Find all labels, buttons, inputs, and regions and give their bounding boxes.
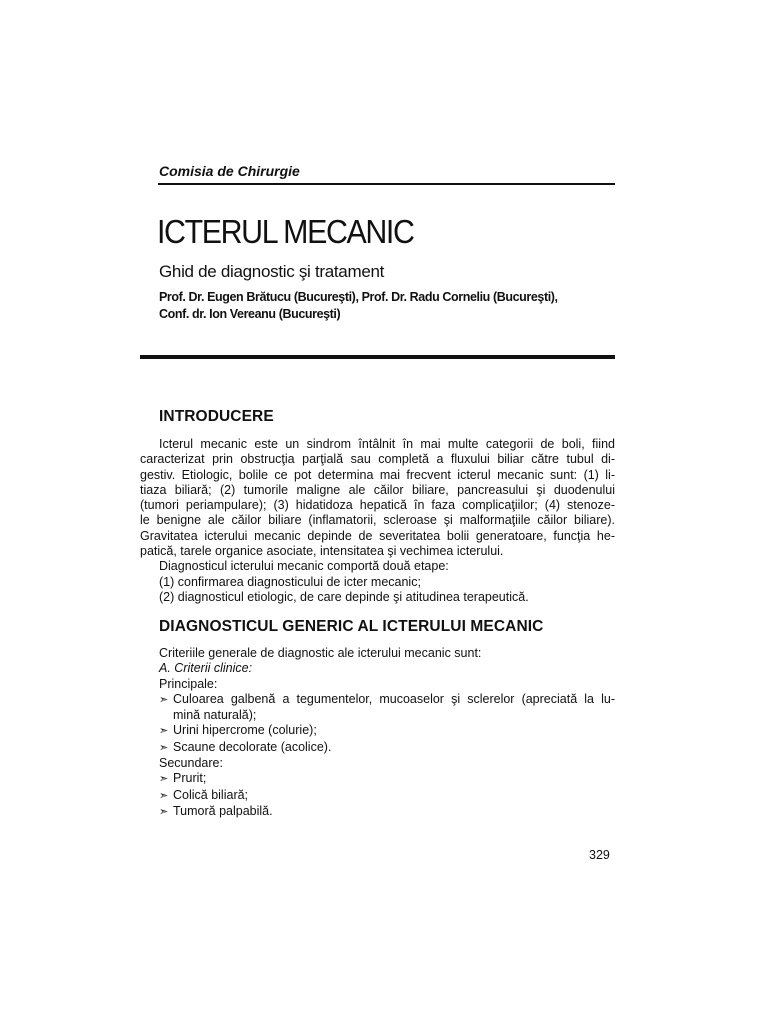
clinical-criteria-label: A. Criterii clinice: — [159, 661, 253, 676]
criteria-intro: Criteriile generale de diagnostic ale icterului mecanic sunt: — [159, 646, 482, 660]
secondary-label: Secundare: — [159, 756, 223, 771]
intro-line: patică, tarele organice asociate, intensitatea şi vechimea icterului. — [140, 544, 504, 559]
page-number: 329 — [589, 848, 610, 862]
intro-line: caracterizat prin obstrucţia parţială sau completă a fluxului biliar către tubul di- — [140, 452, 615, 467]
arrow-bullet-icon: ➣ — [159, 789, 169, 802]
arrow-bullet-icon: ➣ — [159, 725, 169, 738]
stage-1-text: (1) confirmarea diagnosticului de icter mecanic; — [159, 574, 421, 589]
header-rule — [158, 183, 615, 185]
list-item: ➣ Culoarea galbenă a tegumentelor, mucoaselor şi sclerelor (apreciată la lu- — [159, 692, 615, 708]
arrow-bullet-icon: ➣ — [159, 805, 169, 818]
arrow-bullet-icon: ➣ — [159, 773, 169, 786]
title-rule — [140, 355, 615, 359]
heading-introducere: INTRODUCERE — [159, 408, 274, 425]
intro-line: (tumori periampulare); (3) hidatidoza hepatică în faza complicaţiilor; (4) stenoze- — [140, 498, 615, 513]
principal-label: Principale: — [159, 676, 218, 691]
arrow-bullet-icon: ➣ — [159, 741, 169, 754]
stage-2-text: (2) diagnosticul etiologic, de care depinde şi atitudinea terapeutică. — [159, 589, 529, 604]
authors-line: Conf. dr. Ion Vereanu (Bucureşti) — [159, 307, 341, 321]
diagnostic-section — [159, 646, 615, 820]
diag-stages-text: Diagnosticul icterului mecanic comportă două etape: — [159, 559, 449, 574]
list-item-continuation: mină naturală); — [173, 708, 257, 723]
intro-line: Gravitatea icterului mecanic depinde de severitatea bolii generatoare, funcţia he- — [140, 528, 615, 543]
arrow-bullet-icon: ➣ — [159, 693, 169, 706]
intro-section — [140, 437, 615, 605]
list-item: ➣ Urini hipercrome (colurie); — [159, 723, 615, 739]
intro-line: le benigne ale căilor biliare (inflamatorii, scleroase şi malformaţiile căilor biliare). — [140, 513, 615, 528]
list-item: ➣ Scaune decolorate (acolice). — [159, 740, 615, 756]
article-subtitle: Ghid de diagnostic şi tratament — [159, 262, 385, 281]
intro-line: tiaza biliară; (2) tumorile maligne ale căilor biliare, pancreasului şi duodenului — [140, 482, 615, 497]
intro-line: Icterul mecanic este un sindrom întâlnit în mai multe categorii de boli, fiind — [159, 437, 615, 451]
list-item: ➣ Tumoră palpabilă. — [159, 804, 615, 820]
intro-line: gestiv. Etiologic, bolile ce pot determina mai frecvent icterul mecanic sunt: (1) li- — [140, 467, 615, 482]
authors — [159, 289, 558, 323]
list-item: ➣ Colică biliară; — [159, 788, 615, 804]
article-title: ICTERUL MECANIC — [157, 213, 414, 250]
heading-diagnosticul-generic: DIAGNOSTICUL GENERIC AL ICTERULUI MECANIC — [159, 618, 544, 635]
authors-line: Prof. Dr. Eugen Brătucu (Bucureşti), Prof. Dr. Radu Corneliu (Bucureşti), — [159, 290, 558, 304]
section-header: Comisia de Chirurgie — [159, 163, 300, 179]
list-item: ➣ Prurit; — [159, 771, 615, 787]
